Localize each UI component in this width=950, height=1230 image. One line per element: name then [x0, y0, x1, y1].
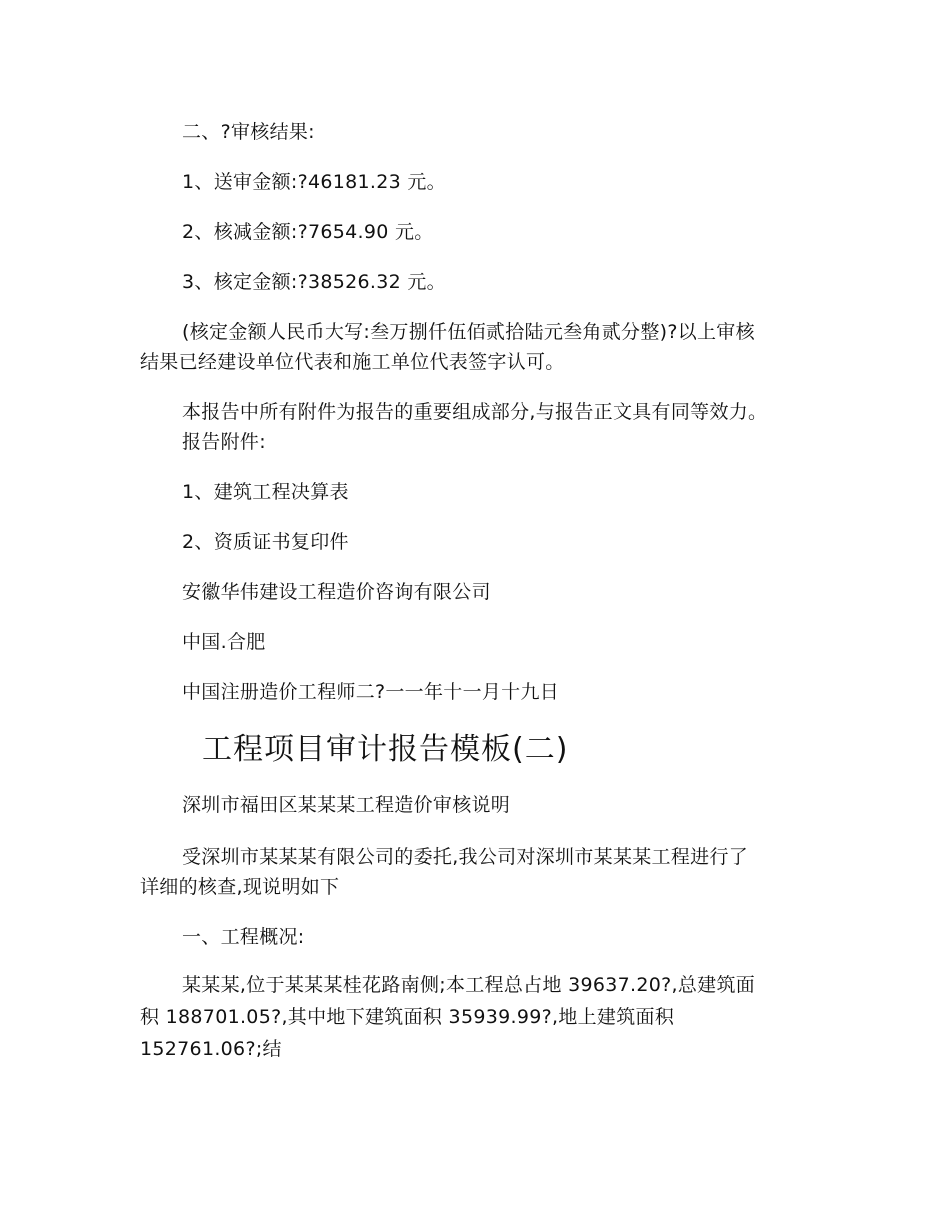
- overview-title: 一、工程概况:: [182, 926, 305, 948]
- reduced-amount: 2、核减金额:?7654.90 元。: [182, 221, 434, 243]
- attachments-label: 报告附件:: [182, 431, 266, 453]
- attachments-statement: 本报告中所有附件为报告的重要组成部分,与报告正文具有同等效力。: [182, 401, 768, 423]
- template-subtitle: 深圳市福田区某某某工程造价审核说明: [182, 794, 511, 816]
- signature-date: 中国注册造价工程师二?一一年十一月十九日: [182, 681, 560, 703]
- company-name: 安徽华伟建设工程造价咨询有限公司: [182, 581, 491, 603]
- approved-amount-note-line2: 结果已经建设单位代表和施工单位代表签字认可。: [140, 351, 565, 373]
- intro-line-2: 详细的核查,现说明如下: [140, 876, 340, 898]
- intro-line-1: 受深圳市某某某有限公司的委托,我公司对深圳市某某某工程进行了: [182, 846, 749, 868]
- template-heading: 工程项目审计报告模板(二): [202, 732, 569, 767]
- approved-amount: 3、核定金额:?38526.32 元。: [182, 271, 446, 293]
- submitted-amount: 1、送审金额:?46181.23 元。: [182, 171, 446, 193]
- attachment-item-1: 1、建筑工程决算表: [182, 481, 349, 503]
- overview-line-3: 152761.06?;结: [140, 1038, 282, 1060]
- attachment-item-2: 2、资质证书复印件: [182, 531, 349, 553]
- audit-result-title: 二、?审核结果:: [182, 121, 315, 143]
- overview-line-1: 某某某,位于某某某桂花路南侧;本工程总占地 39637.20?,总建筑面: [182, 974, 756, 996]
- approved-amount-note-line1: (核定金额人民币大写:叁万捌仟伍佰贰拾陆元叁角贰分整)?以上审核: [182, 321, 755, 343]
- company-location: 中国.合肥: [182, 631, 266, 653]
- overview-line-2: 积 188701.05?,其中地下建筑面积 35939.99?,地上建筑面积: [140, 1006, 675, 1028]
